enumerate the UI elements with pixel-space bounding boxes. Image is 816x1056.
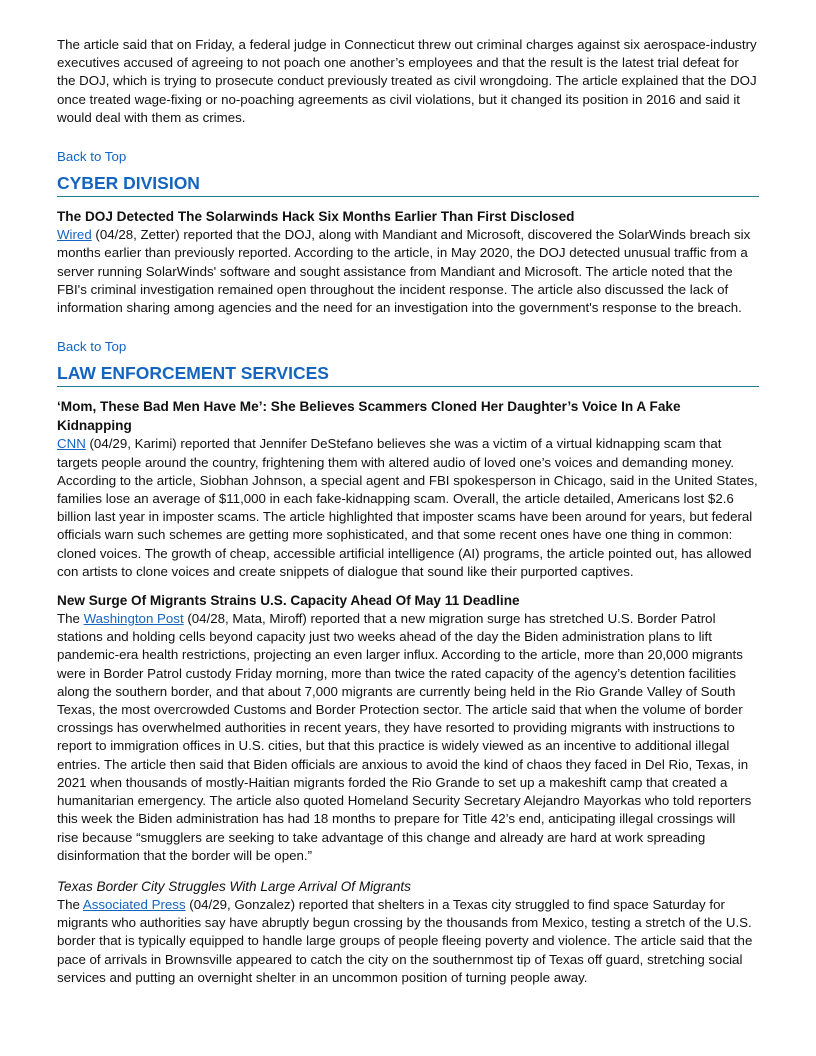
article-title: ‘Mom, These Bad Men Have Me’: She Believes Scammers Cloned Her Daughter’s Voice In A Fake Kidnapping	[57, 399, 681, 434]
article-text: (04/28, Mata, Miroff) reported that a new migration surge has stretched U.S. Border Patrol stations and holding cells beyond capacity just two weeks ahead of the day the Biden administration plans to lift pandemic-era health restrictions, projecting an even larger influx. According to the article, more than 20,000 migrants were in Border Patrol custody Friday morning, more than twice the rated capacity of the agency’s detention facilities along the southern border, and that about 7,000 migrants are currently being held in the Rio Grande Valley of South Texas, the most overcrowded Customs and Border Protection sector. The article said that when the volume of border crossings has overwhelmed authorities in recent years, they have resorted to providing migrants with instructions to report to immigration offices in U.S. cities, but that this practice is widely viewed as an incentive to additional illegal entries. The article then said that Biden officials are anxious to avoid the kind of chaos they faced in Del Rio, Texas, in 2021 when thousands of mostly-Haitian migrants forded the Rio Grande to set up a makeshift camp that created a humanitarian emergency. The article also quoted Homeland Security Secretary Alejandro Mayorkas who told reporters this week the Biden administration has had 18 months to prepare for Title 42’s end, anticipating illegal crossings will rise because “smugglers are seeking to take advantage of this change and already are hard at work spreading disinformation that the border will be open.”	[57, 611, 752, 863]
article	[57, 207, 759, 317]
article-prefix: The	[57, 611, 84, 627]
article-prefix: The	[57, 896, 83, 912]
article-subtitle: Texas Border City Struggles With Large Arrival Of Migrants	[57, 878, 411, 894]
document-page	[57, 36, 759, 987]
section-cyber-division	[57, 172, 759, 317]
section-title: CYBER DIVISION	[57, 172, 759, 197]
intro-paragraph: The article said that on Friday, a federal judge in Connecticut threw out criminal charges against six aerospace-industry executives accused of agreeing to not poach one another’s employees and that the result is the latest trial defeat for the DOJ, which is trying to prosecute conduct previously treated as civil wrongdoing. The article explained that the DOJ once treated wage-fixing or no-poaching agreements as civil violations, but it changed its position in 2016 and said it would deal with them as crimes.	[57, 37, 757, 125]
back-to-top-link[interactable]: Back to Top	[57, 339, 127, 355]
source-link[interactable]: Washington Post	[83, 611, 184, 627]
article-text: (04/29, Karimi) reported that Jennifer DeStefano believes she was a victim of a virtual kidnapping scam that targets people around the country, frightening them with altered audio of loved one’s voices and demanding money. According to the article, Siobhan Johnson, a special agent and FBI spokesperson in Chicago, said in the United States, families lose an average of $11,000 in each fake-kidnapping scam. Overall, the article detailed, Americans lost $2.6 billion last year in imposter scams. The article highlighted that imposter scams have been around for years, but federal officials warn such schemes are getting more sophisticated, and that some recent ones have one thing in common: cloned voices. The growth of cheap, accessible artificial intelligence (AI) programs, the article pointed out, has allowed con artists to clone voices and create snippets of dialogue that sound like their purported captives.	[57, 436, 758, 579]
section-title: LAW ENFORCEMENT SERVICES	[57, 362, 759, 387]
article	[57, 877, 759, 987]
article	[57, 397, 759, 581]
article-body	[57, 435, 759, 581]
back-to-top-link[interactable]: Back to Top	[57, 149, 127, 165]
article	[57, 591, 759, 865]
article-title: New Surge Of Migrants Strains U.S. Capacity Ahead Of May 11 Deadline	[57, 593, 520, 609]
source-link[interactable]: Associated Press	[82, 896, 186, 912]
section-law-enforcement-services	[57, 362, 759, 986]
article-title: The DOJ Detected The Solarwinds Hack Six Months Earlier Than First Disclosed	[57, 209, 575, 225]
source-link[interactable]: CNN	[57, 436, 86, 452]
article-body	[57, 226, 759, 317]
article-body	[57, 610, 759, 865]
source-link[interactable]: Wired	[57, 227, 92, 243]
article-body	[57, 896, 759, 987]
article-text: (04/29, Gonzalez) reported that shelters in a Texas city struggled to find space Saturday for migrants who authorities say have abruptly begun crossing by the thousands from Mexico, testing a stretch of the U.S. border that is typically equipped to handle large groups of people fleeing poverty and violence. The article said that the pace of arrivals in Brownsville appeared to catch the city on the southernmost tip of Texas off guard, stretching social services and putting an overnight shelter in an uncommon position of turning people away.	[57, 896, 753, 985]
article-text: (04/28, Zetter) reported that the DOJ, along with Mandiant and Microsoft, discovered the SolarWinds breach six months earlier than previously reported. According to the article, in May 2020, the DOJ detected unusual traffic from a server running SolarWinds' software and sought assistance from Mandiant and Microsoft. The article noted that the FBI's criminal investigation remained open throughout the incident response. The article also discussed the lack of information sharing among agencies and the need for an investigation into the government's response to the breach.	[57, 227, 751, 316]
